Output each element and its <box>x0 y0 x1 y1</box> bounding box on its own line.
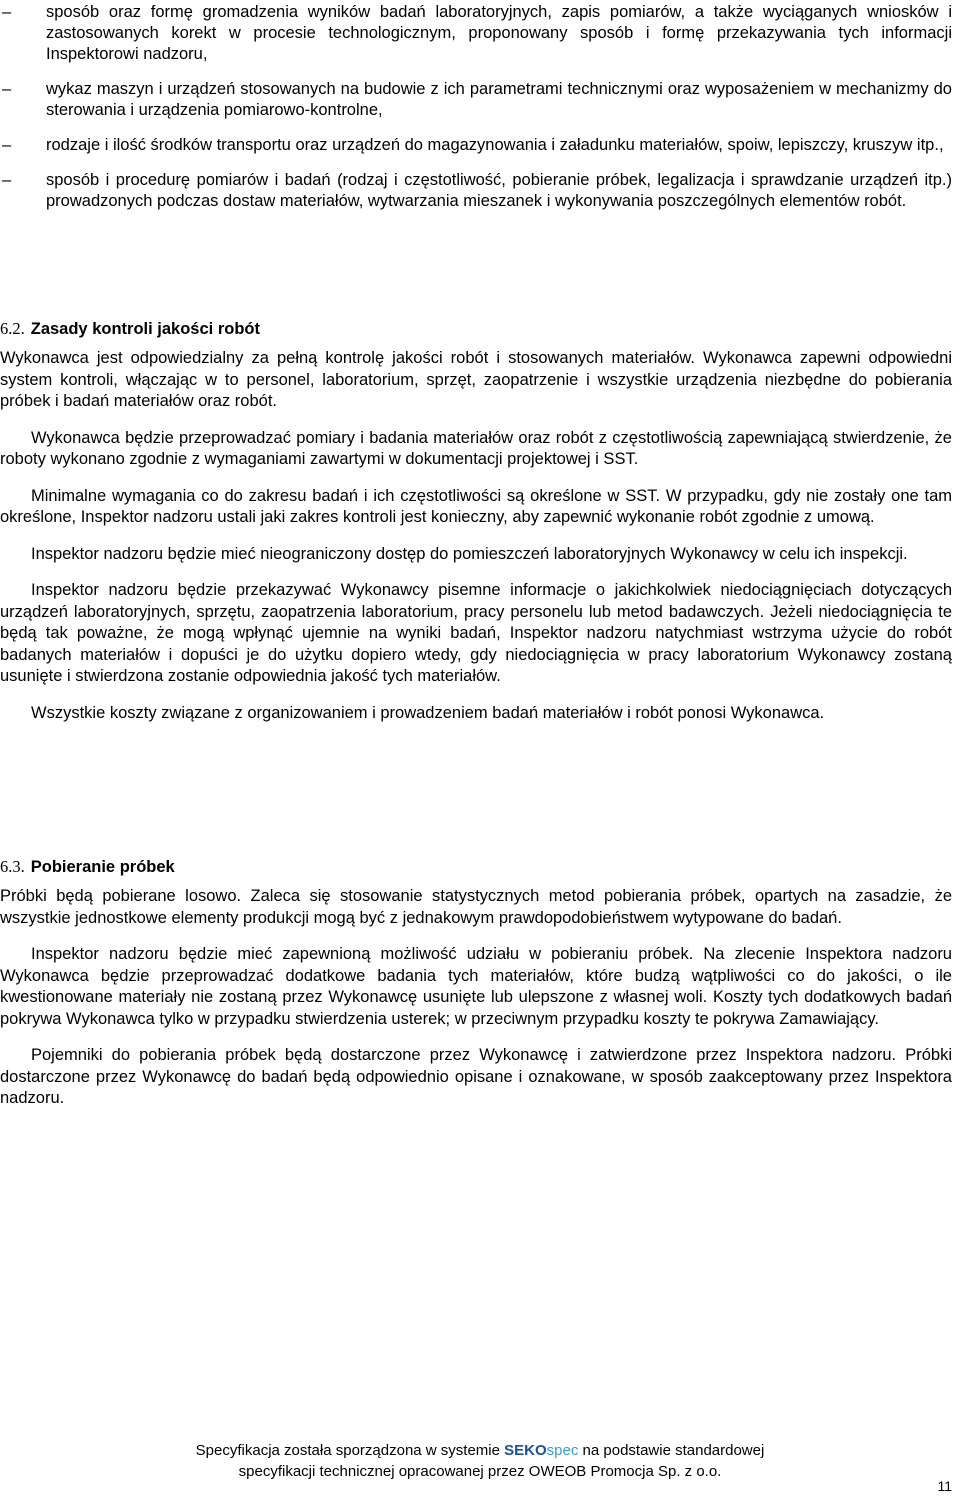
section-heading <box>0 318 952 340</box>
logo-spec: spec <box>546 1442 579 1459</box>
section-title: Zasady kontroli jakości robót <box>30 320 260 338</box>
page-number: 11 <box>937 1478 952 1494</box>
requirements-list <box>0 2 960 226</box>
list-item-text: rodzaje i ilość środków transportu oraz urządzeń do magazynowania i załadunku materiałów, spoiw, lepiszczy, kruszyw itp., <box>46 136 944 154</box>
page-footer <box>0 1440 960 1482</box>
section-sampling <box>0 856 952 1125</box>
section-title: Pobieranie próbek <box>30 858 175 876</box>
list-item-text: wykaz maszyn i urządzeń stosowanych na budowie z ich parametrami technicznymi oraz wyposażeniem w mechanizmy do sterowania i urządzenia pomiarowo-kontrolne, <box>46 80 952 119</box>
footer-line-2: specyfikacji technicznej opracowanej przez OWEOB Promocja Sp. z o.o. <box>238 1463 722 1480</box>
list-item-text: sposób oraz formę gromadzenia wyników badań laboratoryjnych, zapis pomiarów, a także wyciąganych wniosków i zastosowanych korekt w procesie technologicznym, proponowany sposób i formę przekazywania tych informacji Inspektorowi nadzoru, <box>46 3 952 63</box>
list-item <box>0 2 960 65</box>
dash-bullet: – <box>2 3 12 21</box>
dash-bullet: – <box>2 171 12 189</box>
section-heading <box>0 856 952 878</box>
section-number: 6.3. <box>0 857 25 876</box>
logo-seko: SEKO <box>504 1442 547 1459</box>
paragraph: Inspektor nadzoru będzie mieć zapewnioną możliwość udziału w pobieraniu próbek. Na zlecenie Inspektora nadzoru Wykonawca będzie przeprowadzać dodatkowe badania tych materiałów, które budzą wątpliwości co do jakości, o ile kwestionowane materiały nie zostaną przez Wykonawcę usunięte lub ulepszone z własnej woli. Koszty tych dodatkowych badań pokrywa Wykonawca tylko w przypadku stwierdzenia usterek; w przeciwnym przypadku koszty te pokrywa Zamawiający. <box>0 945 952 1028</box>
list-item <box>0 79 960 121</box>
list-item <box>0 170 960 212</box>
paragraph: Inspektor nadzoru będzie przekazywać Wykonawcy pisemne informacje o jakichkolwiek niedociągnięciach dotyczących urządzeń laboratoryjnych, sprzętu, zaopatrzenia laboratorium, pracy personelu lub metod badawczych. Jeżeli niedociągnięcia te będą tak poważne, że mogą wpłynąć ujemnie na wyniki badań, Inspektor nadzoru natychmiast wstrzyma użycie do robót badanych materiałów i dopuści je do użytku dopiero wtedy, gdy niedociągnięcia w pracy laboratorium Wykonawcy zostaną usunięte i stwierdzona zostanie odpowiednia jakość tych materiałów. <box>0 581 952 685</box>
list-item <box>0 135 960 156</box>
footer-text: Specyfikacja została sporządzona w systemie <box>195 1442 500 1459</box>
footer-text: na podstawie standardowej <box>582 1442 765 1459</box>
paragraph: Pojemniki do pobierania próbek będą dostarczone przez Wykonawcę i zatwierdzone przez Inspektora nadzoru. Próbki dostarczone przez Wykonawcę do badań będą odpowiednio opisane i oznakowane, w sposób zaakceptowany przez Inspektora nadzoru. <box>0 1046 952 1107</box>
paragraph: Inspektor nadzoru będzie mieć nieograniczony dostęp do pomieszczeń laboratoryjnych Wykonawcy w celu ich inspekcji. <box>31 544 908 563</box>
paragraph: Wszystkie koszty związane z organizowaniem i prowadzeniem badań materiałów i robót ponosi Wykonawca. <box>31 703 825 722</box>
sekospec-logo <box>504 1442 578 1459</box>
paragraph: Wykonawca jest odpowiedzialny za pełną kontrolę jakości robót i stosowanych materiałów. Wykonawca zapewni odpowiedni system kontroli, włączając w to personel, laboratorium, sprzęt, zaopatrzenie i wszystkie urządzenia niezbędne do pobierania próbek i badań materiałów oraz robót. <box>0 349 952 410</box>
paragraph: Wykonawca będzie przeprowadzać pomiary i badania materiałów oraz robót z częstotliwością zapewniającą stwierdzenie, że roboty wykonano zgodnie z wymaganiami zawartymi w dokumentacji projektowej i SST. <box>0 428 952 468</box>
list-item-text: sposób i procedurę pomiarów i badań (rodzaj i częstotliwość, pobieranie próbek, legalizacja i sprawdzanie urządzeń itp.) prowadzonych podczas dostaw materiałów, wytwarzania mieszanek i wykonywania poszczególnych elementów robót. <box>46 171 952 210</box>
section-number: 6.2. <box>0 319 25 338</box>
paragraph: Próbki będą pobierane losowo. Zaleca się stosowanie statystycznych metod pobierania próbek, opartych na zasadzie, że wszystkie jednostkowe elementy produkcji mogą być z jednakowym prawdopodobieństwem wytypowane do badań. <box>0 887 952 927</box>
dash-bullet: – <box>2 136 12 154</box>
dash-bullet: – <box>2 80 12 98</box>
paragraph: Minimalne wymagania co do zakresu badań i ich częstotliwości są określone w SST. W przypadku, gdy nie zostały one tam określone, Inspektor nadzoru ustali jaki zakres kontroli jest konieczny, aby zapewnić wykonanie robót zgodnie z umową. <box>0 486 952 526</box>
footer-line-1 <box>0 1440 960 1461</box>
section-quality-control <box>0 318 952 739</box>
